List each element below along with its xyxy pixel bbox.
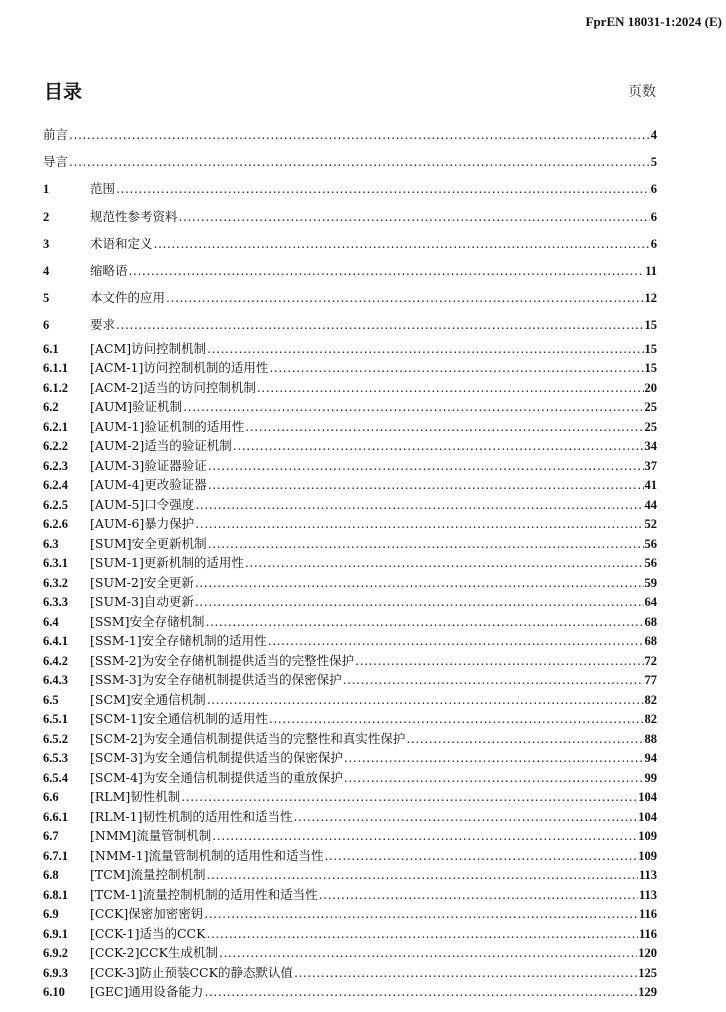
toc-entry[interactable] (43, 982, 657, 1002)
toc-entry-page: 44 (644, 497, 657, 512)
toc-entry-title: [RLM]韧性机制 (90, 789, 181, 804)
toc-entry[interactable] (43, 456, 657, 476)
toc-entry-title: [AUM-1]验证机制的适用性 (90, 418, 245, 434)
toc-entry[interactable] (43, 865, 657, 885)
toc-entry-number: 6.2.1 (43, 419, 68, 434)
toc-entry-number: 6.3 (43, 536, 59, 551)
toc-entry[interactable] (43, 670, 657, 690)
toc-dot-leader (319, 885, 638, 905)
toc-entry-title: [SCM-1]安全通信机制的适用性 (90, 711, 268, 726)
toc-entry-title: 要求 (90, 317, 116, 333)
toc-entry[interactable] (43, 495, 657, 515)
toc-entry-title: [ACM-1]访问控制机制的适用性 (90, 360, 269, 375)
toc-entry-number: 3 (43, 236, 50, 251)
toc-entry-page: 15 (644, 318, 657, 333)
toc-entry[interactable] (43, 311, 657, 338)
toc-entry[interactable] (43, 885, 657, 905)
toc-dot-leader (195, 495, 643, 515)
toc-entry-title: [AUM-2]适当的验证机制 (90, 438, 232, 453)
toc-entry-number: 6.2.2 (43, 439, 68, 453)
toc-entry-number: 6.7 (43, 829, 59, 843)
toc-entry-title: [SSM-1]安全存储机制的适用性 (90, 633, 267, 648)
toc-entry-number: 6 (43, 318, 50, 333)
toc-entry-title: [SUM-3]自动更新 (90, 594, 194, 609)
toc-entry-title: [RLM-1]韧性机制的适用性和适当性 (90, 808, 293, 824)
toc-dot-leader (208, 475, 644, 495)
toc-entry-page: 125 (638, 965, 657, 980)
toc-entry[interactable] (43, 612, 657, 632)
toc-entry[interactable] (43, 417, 657, 437)
toc-entry-title: [SUM-1]更新机制的适用性 (90, 555, 244, 570)
toc-entry[interactable] (43, 257, 657, 284)
toc-entry-page: 25 (644, 400, 657, 414)
toc-entry-page: 20 (644, 380, 657, 395)
toc-title: 目录 (44, 81, 83, 103)
toc-entry-number: 6.10 (43, 985, 65, 999)
toc-dot-leader (179, 203, 650, 230)
toc-dot-leader (206, 865, 637, 885)
toc-entry[interactable] (43, 651, 657, 671)
toc-entry-number: 6.9 (43, 907, 59, 921)
toc-dot-leader (406, 729, 643, 749)
toc-entry-page: 68 (644, 634, 657, 648)
toc-dot-leader (294, 963, 637, 983)
toc-entry-number: 1 (43, 182, 50, 197)
toc-dot-leader (206, 924, 637, 944)
toc-entry-page: 113 (638, 868, 657, 882)
toc-entry[interactable] (43, 709, 657, 729)
toc-entry-page: 116 (638, 907, 657, 921)
toc-entry-title: [SSM]安全存储机制 (90, 613, 205, 629)
toc-entry-title: [SUM-2]安全更新 (90, 574, 194, 590)
toc-entry-number: 6.5.2 (43, 731, 68, 746)
toc-entry-title: [CCK-3]防止预装CCK的静态默认值 (90, 964, 293, 980)
toc-dot-leader (257, 378, 644, 398)
toc-entry-number: 6.2.4 (43, 478, 68, 492)
toc-entry-page: 113 (638, 887, 657, 902)
toc-dot-leader (154, 230, 650, 257)
toc-dot-leader (344, 768, 644, 788)
toc-entry-title: [SSM-3]为安全存储机制提供适当的保密保护 (90, 672, 342, 687)
toc-entry-page: 94 (644, 751, 657, 765)
toc-dot-leader (324, 846, 637, 866)
document-id: FprEN 18031-1:2024 (E) (585, 14, 722, 29)
toc-entry[interactable] (43, 148, 657, 175)
toc-entry[interactable] (43, 378, 657, 398)
toc-entry-page: 56 (644, 536, 657, 551)
toc-entry-number: 6.2.3 (43, 458, 68, 473)
toc-entry-page: 104 (638, 809, 657, 824)
toc-entry[interactable] (43, 284, 657, 311)
toc-entry-number: 6.1.1 (43, 361, 68, 375)
toc-entry-page: 129 (638, 985, 657, 999)
toc-entry-title: 规范性参考资料 (90, 208, 178, 224)
toc-entry-title: 术语和定义 (90, 235, 153, 251)
toc-entry-title: [AUM-3]验证器验证 (90, 457, 207, 473)
toc-dot-leader (343, 670, 644, 690)
toc-entry-number: 6.9.2 (43, 946, 68, 960)
toc-entry-number: 6.4 (43, 614, 59, 629)
toc-entry[interactable] (43, 904, 657, 924)
toc-entry[interactable] (43, 963, 657, 983)
toc-dot-leader (269, 709, 644, 729)
toc-entry[interactable] (43, 358, 657, 378)
toc-dot-leader (208, 534, 644, 554)
toc-dot-leader (116, 175, 650, 202)
toc-entry-title: 本文件的应用 (90, 290, 166, 306)
toc-entry-page: 109 (638, 848, 657, 863)
toc-dot-leader (129, 257, 645, 284)
toc-entry[interactable] (43, 203, 657, 230)
toc-entry-page: 64 (644, 595, 657, 609)
toc-entry-title: [CCK-1]适当的CCK (90, 925, 206, 941)
toc-entry-title: [AUM-4]更改验证器 (90, 477, 207, 492)
toc-dot-leader (245, 553, 644, 573)
toc-entry-page: 37 (644, 458, 657, 473)
toc-entry-title: [CCK-2]CCK生成机制 (90, 945, 218, 960)
toc-entry[interactable] (43, 175, 657, 202)
toc-entry-page: 52 (644, 517, 657, 531)
toc-entry[interactable] (43, 534, 657, 554)
toc-entry[interactable] (43, 748, 657, 768)
toc-entry-page: 77 (644, 673, 657, 687)
toc-entry-title: [CCK]保密加密密钥 (90, 906, 204, 921)
toc-entry-title: [SCM-3]为安全通信机制提供适当的保密保护 (90, 750, 343, 765)
toc-entry-page: 11 (645, 263, 657, 278)
toc-entry-page: 6 (650, 236, 657, 251)
toc-dot-leader (204, 904, 638, 924)
toc-entry-page: 104 (638, 790, 657, 804)
toc-entry-number: 6.2 (43, 400, 59, 414)
toc-dot-leader (268, 631, 644, 651)
toc-dot-leader (208, 456, 644, 476)
toc-entry-number: 6.6.1 (43, 809, 68, 824)
toc-dot-leader (166, 284, 643, 311)
toc-dot-leader (219, 943, 637, 963)
toc-entry-number: 6.2.5 (43, 497, 68, 512)
toc-dot-leader (269, 358, 643, 378)
toc-entry-page: 6 (650, 209, 657, 224)
toc-entry-title: [AUM]验证机制 (90, 399, 183, 414)
toc-entry-title: [GEC]通用设备能力 (90, 984, 204, 999)
toc-entry-title: [AUM-6]暴力保护 (90, 516, 195, 531)
toc-entry[interactable] (43, 573, 657, 593)
toc-entry[interactable] (43, 787, 657, 807)
toc-entry[interactable] (43, 631, 657, 651)
toc-dot-leader (233, 436, 644, 456)
toc-entry-number: 6.4.2 (43, 653, 68, 668)
toc-list (43, 121, 657, 1002)
toc-entry-number: 6.5.3 (43, 751, 68, 765)
toc-entry[interactable] (43, 943, 657, 963)
toc-dot-leader (207, 690, 644, 710)
toc-entry-title: [NMM-1]流量管制机制的适用性和适当性 (90, 847, 324, 863)
toc-dot-leader (212, 826, 637, 846)
toc-entry-number: 6.1.2 (43, 380, 68, 395)
toc-entry-title: [SCM-4]为安全通信机制提供适当的重放保护 (90, 769, 343, 785)
toc-entry-number: 6.9.3 (43, 965, 68, 980)
toc-entry-page: 56 (644, 556, 657, 570)
toc-entry-page: 4 (650, 128, 657, 142)
toc-entry-number: 6.7.1 (43, 848, 68, 863)
toc-entry-page: 12 (644, 291, 657, 306)
toc-entry-page: 59 (644, 575, 657, 590)
toc-entry-number: 6.3.3 (43, 595, 68, 609)
toc-dot-leader (116, 311, 643, 338)
toc-dot-leader (183, 397, 643, 417)
toc-entry-number: 6.8.1 (43, 887, 68, 902)
toc-entry-page: 120 (638, 946, 657, 960)
toc-entry[interactable] (43, 690, 657, 710)
toc-entry[interactable] (43, 768, 657, 788)
toc-entry-number: 6.3.2 (43, 575, 68, 590)
toc-dot-leader (195, 592, 644, 612)
toc-entry-number: 2 (43, 209, 50, 224)
toc-entry-page: 72 (644, 653, 657, 668)
toc-entry-number: 6.4.1 (43, 634, 68, 648)
toc-entry-number: 6.4.3 (43, 673, 68, 687)
toc-entry-number: 6.9.1 (43, 926, 68, 941)
toc-entry-page: 15 (644, 341, 657, 356)
toc-entry-page: 82 (644, 692, 657, 707)
toc-entry[interactable] (43, 592, 657, 612)
toc-entry[interactable] (43, 514, 657, 534)
toc-entry-title: [SCM]安全通信机制 (90, 691, 206, 707)
toc-entry-title: 导言 (43, 154, 69, 170)
toc-entry[interactable] (43, 846, 657, 866)
toc-dot-leader (355, 651, 643, 671)
toc-entry-page: 68 (644, 614, 657, 629)
toc-dot-leader (207, 339, 643, 359)
toc-entry[interactable] (43, 121, 657, 148)
toc-entry-page: 41 (644, 478, 657, 492)
toc-entry-page: 109 (638, 829, 657, 843)
toc-entry-number: 6.5 (43, 692, 59, 707)
page-column-label: 页数 (628, 84, 656, 100)
toc-entry[interactable] (43, 924, 657, 944)
toc-dot-leader (181, 787, 637, 807)
toc-entry-title: [SCM-2]为安全通信机制提供适当的完整性和真实性保护 (90, 730, 406, 746)
toc-entry[interactable] (43, 397, 657, 417)
toc-dot-leader (204, 982, 637, 1002)
toc-dot-leader (344, 748, 644, 768)
toc-entry-page: 25 (644, 419, 657, 434)
toc-entry-page: 5 (650, 155, 657, 170)
toc-entry-number: 6.1 (43, 341, 59, 356)
toc-entry-number: 5 (43, 291, 50, 306)
toc-entry-title: 前言 (43, 127, 69, 142)
toc-entry-title: [SUM]安全更新机制 (90, 535, 207, 551)
toc-entry-number: 4 (43, 263, 50, 278)
toc-entry-title: 范围 (90, 181, 116, 197)
toc-entry-title: [ACM-2]适当的访问控制机制 (90, 379, 256, 395)
toc-entry[interactable] (43, 553, 657, 573)
toc-entry-page: 6 (650, 182, 657, 197)
toc-entry-page: 88 (644, 731, 657, 746)
toc-dot-leader (195, 573, 644, 593)
toc-entry-page: 99 (644, 770, 657, 785)
toc-entry-number: 6.3.1 (43, 556, 68, 570)
toc-entry[interactable] (43, 826, 657, 846)
toc-entry[interactable] (43, 230, 657, 257)
toc-entry-title: [AUM-5]口令强度 (90, 496, 195, 512)
toc-entry-title: [ACM]访问控制机制 (90, 340, 207, 356)
toc-dot-leader (245, 417, 643, 437)
toc-dot-leader (195, 514, 643, 534)
toc-entry[interactable] (43, 339, 657, 359)
toc-entry-number: 6.6 (43, 790, 59, 804)
toc-entry-page: 116 (638, 926, 657, 941)
toc-entry-title: [TCM-1]流量控制机制的适用性和适当性 (90, 886, 318, 902)
toc-dot-leader (293, 807, 637, 827)
toc-entry-title: [NMM]流量管制机制 (90, 828, 212, 843)
toc-dot-leader (69, 148, 650, 175)
toc-entry[interactable] (43, 807, 657, 827)
toc-entry[interactable] (43, 729, 657, 749)
toc-entry-title: [TCM]流量控制机制 (90, 867, 206, 882)
toc-entry-page: 82 (644, 712, 657, 726)
toc-entry-number: 6.5.1 (43, 712, 68, 726)
toc-dot-leader (205, 612, 643, 632)
toc-entry[interactable] (43, 436, 657, 456)
toc-entry[interactable] (43, 475, 657, 495)
toc-entry-title: [SSM-2]为安全存储机制提供适当的完整性保护 (90, 652, 355, 668)
toc-entry-page: 34 (644, 439, 657, 453)
toc-entry-number: 6.2.6 (43, 517, 68, 531)
toc-dot-leader (69, 121, 650, 148)
toc-entry-title: 缩略语 (90, 262, 128, 278)
toc-entry-number: 6.5.4 (43, 770, 68, 785)
toc-entry-page: 15 (644, 361, 657, 375)
toc-entry-number: 6.8 (43, 868, 59, 882)
